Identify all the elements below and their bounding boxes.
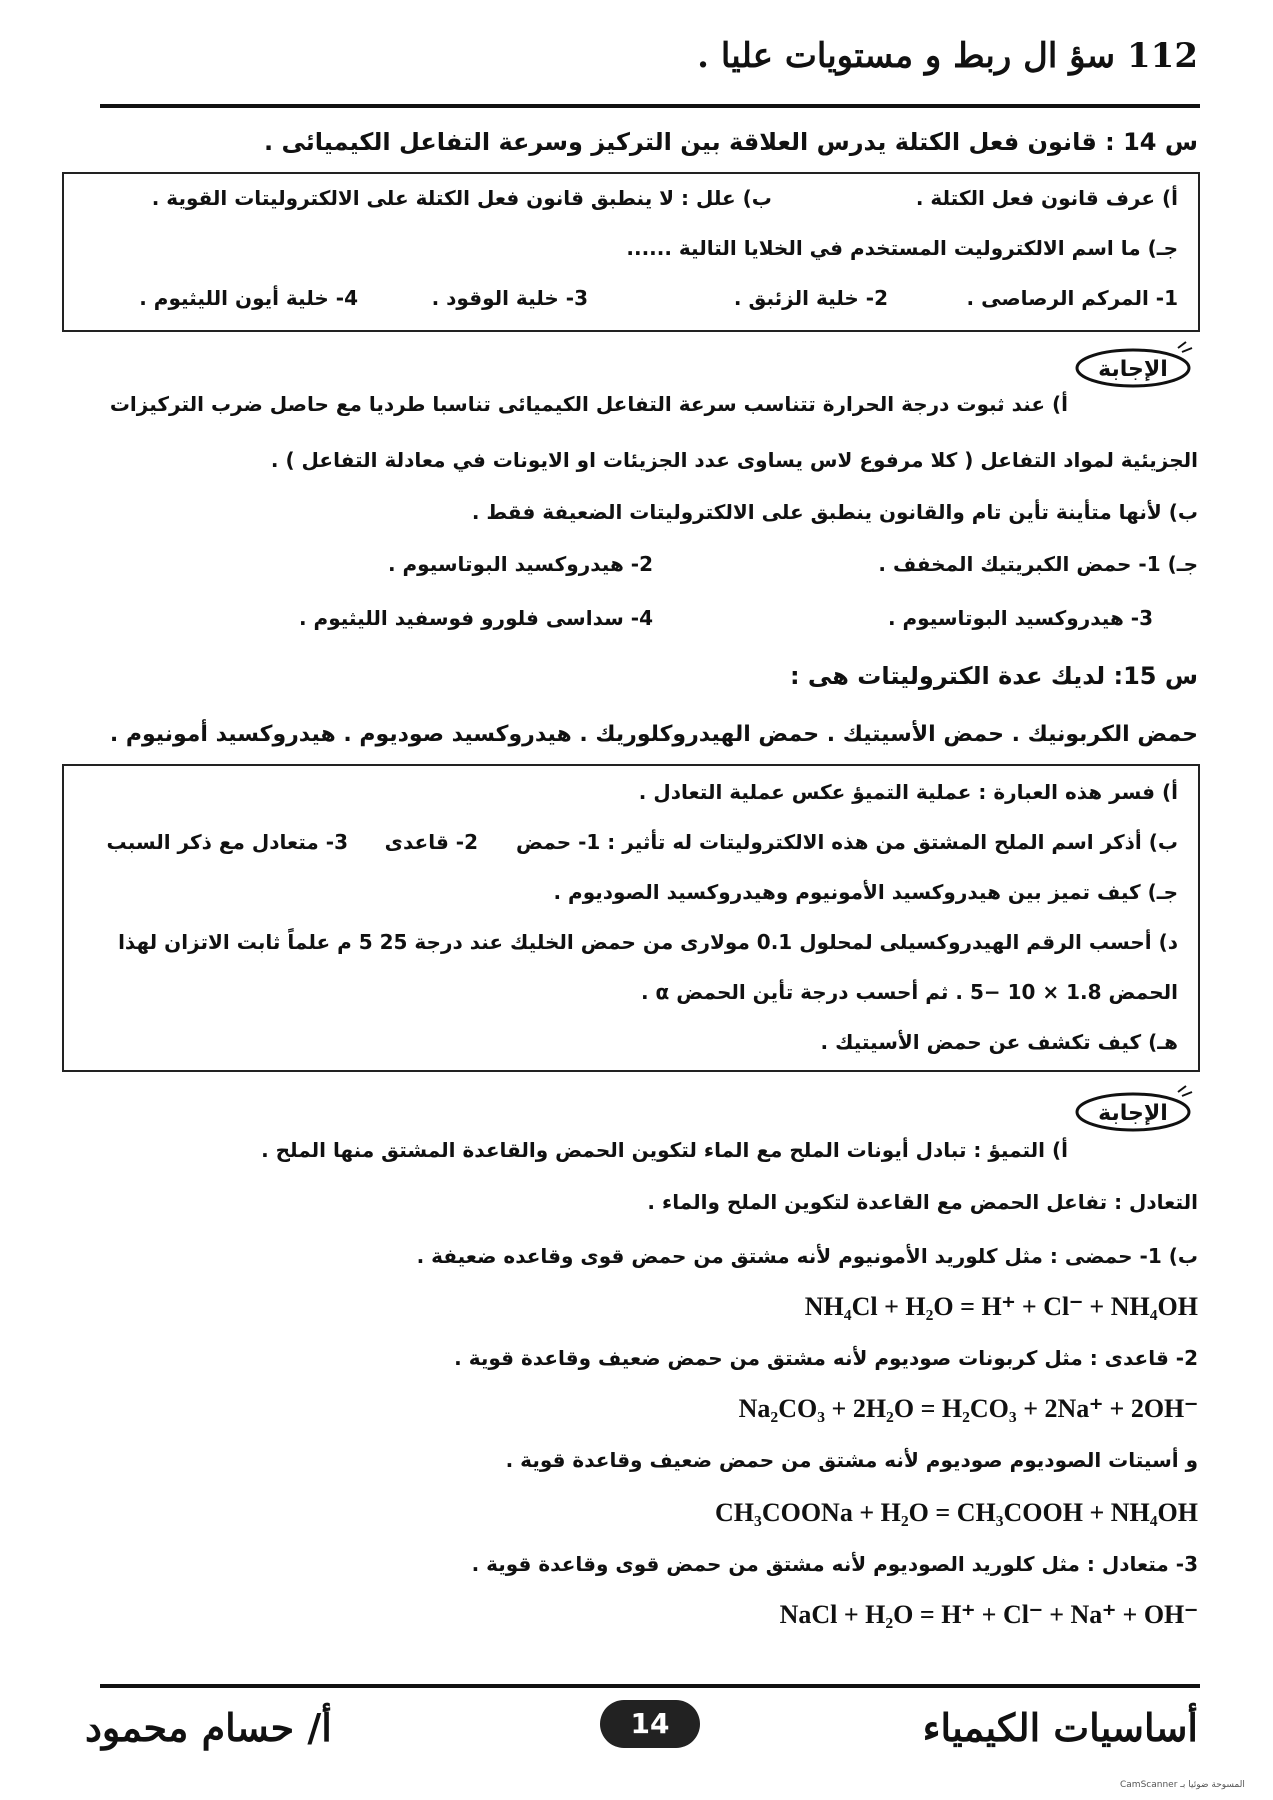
- q14-line1: [84, 186, 1178, 210]
- q15-item-a: أ) فسر هذه العبارة : عملية التميؤ عكس عملية التعادل .: [638, 780, 1178, 804]
- footer-subject: أساسيات الكيمياء: [922, 1705, 1198, 1750]
- q15-question-box: [62, 764, 1200, 1072]
- q14-title: س 14 : قانون فعل الكتلة يدرس العلاقة بين التركيز وسرعة التفاعل الكيميائى .: [263, 128, 1198, 156]
- page-header-title: 112 سؤ ال ربط و مستويات عليا .: [697, 36, 1198, 76]
- q14-answer-c1: جـ) 1- حمض الكبريتيك المخفف .: [878, 552, 1198, 576]
- q15-item-d2: الحمض 1.8 × 10 −5 . ثم أحسب درجة تأين الحمض α .: [640, 980, 1178, 1004]
- answer-badge-label: الإجابة: [1098, 357, 1168, 382]
- q15-item-b2: 2- قاعدى: [384, 830, 478, 854]
- q14-answer-b: ب) لأنها متأينة تأين تام والقانون ينطبق على الالكتروليتات الضعيفة فقط .: [471, 500, 1198, 524]
- q14-cell-1: 1- المركم الرصاصى .: [966, 286, 1178, 310]
- q14-answer-c4: 4- سداسى فلورو فوسفيد الليثيوم .: [299, 606, 653, 630]
- q14-cell-2: 2- خلية الزئبق .: [733, 286, 888, 310]
- q14-item-c: جـ) ما اسم الالكتروليت المستخدم في الخلايا التالية ......: [626, 236, 1178, 260]
- q14-item-a: أ) عرف قانون فعل الكتلة .: [915, 186, 1178, 210]
- q15-answer-a2: التعادل : تفاعل الحمض مع القاعدة لتكوين الملح والماء .: [647, 1190, 1198, 1214]
- q14-item-b: ب) علل : لا ينطبق قانون فعل الكتلة على الالكتروليتات القوية .: [151, 186, 772, 210]
- answer-badge-icon: [1068, 340, 1198, 390]
- equation-sodium-carbonate: Na₂CO₃ + 2H₂O = H₂CO₃ + 2Na⁺ + 2OH⁻: [738, 1394, 1198, 1423]
- q15-item-e: هـ) كيف تكشف عن حمض الأسيتيك .: [820, 1030, 1178, 1054]
- equation-sodium-acetate: CH₃COONa + H₂O = CH₃COOH + NH₄OH: [715, 1498, 1198, 1527]
- q14-answer-a1: أ) عند ثبوت درجة الحرارة تتناسب سرعة التفاعل الكيميائى تناسبا طرديا مع حاصل ضرب التركيزات: [109, 392, 1068, 416]
- answer-badge-label: الإجابة: [1098, 1101, 1168, 1126]
- q15-item-b: ب) أذكر اسم الملح المشتق من هذه الالكتروليتات له تأثير : 1- حمض: [516, 830, 1178, 854]
- footer-author: أ/ حسام محمود: [85, 1705, 332, 1750]
- header-rule: [100, 104, 1200, 108]
- q15-item-b3: 3- متعادل مع ذكر السبب: [106, 830, 348, 854]
- q14-answer-c3: 3- هيدروكسيد البوتاسيوم .: [887, 606, 1153, 630]
- q14-answer-c2: 2- هيدروكسيد البوتاسيوم .: [387, 552, 653, 576]
- q15-item-d1: د) أحسب الرقم الهيدروكسيلى لمحلول 0.1 مولارى من حمض الخليك عند درجة 25 5 م علماً ثابت الاتزان لهذا: [118, 930, 1178, 954]
- page-number: 14: [600, 1700, 700, 1748]
- equation-ammonium-chloride: NH₄Cl + H₂O = H⁺ + Cl⁻ + NH₄OH: [804, 1292, 1198, 1321]
- q15-title: س 15: لديك عدة الكتروليتات هى :: [789, 662, 1198, 690]
- q14-cell-4: 4- خلية أيون الليثيوم .: [139, 286, 358, 310]
- q14-cell-3: 3- خلية الوقود .: [431, 286, 588, 310]
- q14-question-box: [62, 172, 1200, 332]
- scanner-watermark: CamScanner المسوحة ضوئيا بـ: [1120, 1780, 1245, 1790]
- q14-answer-a2: الجزيئية لمواد التفاعل ( كلا مرفوع لاس يساوى عدد الجزيئات او الايونات في معادلة التفاعل ) .: [270, 448, 1198, 472]
- q15-electrolyte-list: حمض الكربونيك . حمض الأسيتيك . حمض الهيدروكلوريك . هيدروكسيد صوديوم . هيدروكسيد أمونيوم .: [109, 722, 1198, 747]
- answer-badge-icon: [1068, 1084, 1198, 1134]
- q15-answer-b3: 3- متعادل : مثل كلوريد الصوديوم لأنه مشتق من حمض قوى وقاعدة قوية .: [471, 1552, 1198, 1576]
- q15-answer-b2: 2- قاعدى : مثل كربونات صوديوم لأنه مشتق من حمض ضعيف وقاعدة قوية .: [454, 1346, 1198, 1370]
- q15-answer-b1: ب) 1- حمضى : مثل كلوريد الأمونيوم لأنه مشتق من حمض قوى وقاعده ضعيفة .: [416, 1244, 1198, 1268]
- q15-answer-b2b: و أسيتات الصوديوم صوديوم لأنه مشتق من حمض ضعيف وقاعدة قوية .: [505, 1448, 1198, 1472]
- equation-sodium-chloride: NaCl + H₂O = H⁺ + Cl⁻ + Na⁺ + OH⁻: [779, 1600, 1198, 1629]
- q15-item-c: جـ) كيف تميز بين هيدروكسيد الأمونيوم وهيدروكسيد الصوديوم .: [553, 880, 1178, 904]
- q15-answer-a1: أ) التميؤ : تبادل أيونات الملح مع الماء لتكوين الحمض والقاعدة المشتق منها الملح .: [261, 1138, 1068, 1162]
- footer-rule: [100, 1684, 1200, 1688]
